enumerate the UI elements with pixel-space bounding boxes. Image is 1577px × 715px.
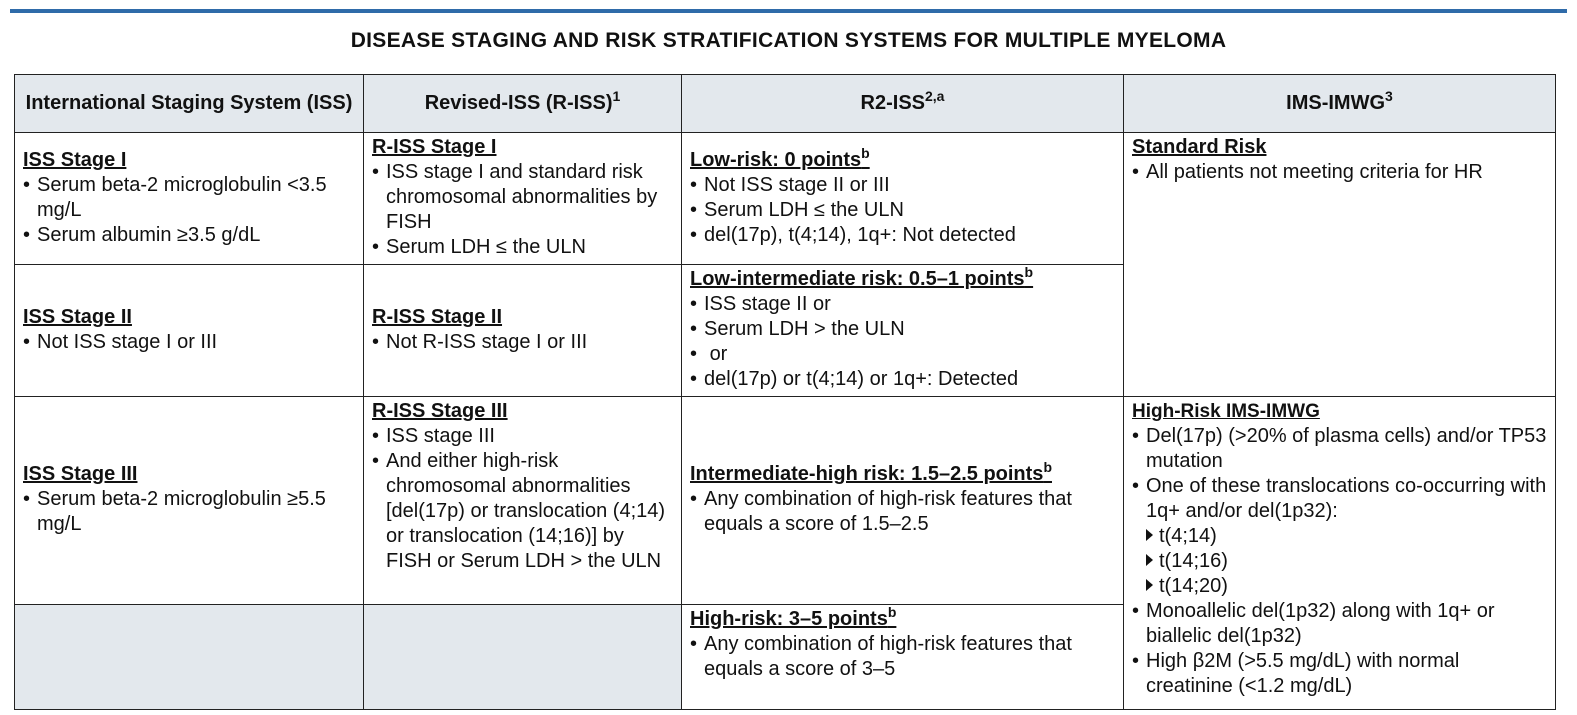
list-item: t(4;14) <box>1132 524 1547 549</box>
list-item: • And either high-risk chromosomal abnormalities [del(17p) or translocation (4;14) or translocation (14;16)] by FISH or Serum LDH > the ULN <box>372 450 666 572</box>
r2iss-inthigh-title: Intermediate-high risk: 1.5–2.5 points$^b$ <box>690 459 1052 485</box>
list-item: t(14;20) <box>1132 574 1547 599</box>
header-riss: Revised-ISS $(R-ISS)^1$ <box>364 75 682 133</box>
r2iss-low-title: Low-risk: 0 points$^b$ <box>690 144 870 171</box>
list-item: • Monoallelic del(1p32) along with 1q+ or biallelic del(1p32) <box>1132 600 1495 647</box>
iss-stage-1-title: ISS Stage I <box>23 148 127 171</box>
iss-stage-3-title: ISS Stage III <box>23 463 138 485</box>
riss-stage-2-cell <box>364 265 682 397</box>
header-row <box>15 75 1556 133</box>
list-item: • Serum beta-2 microglobulin ≥5.5 mg/L <box>23 488 326 535</box>
r2iss-inthigh-cell <box>682 397 1124 605</box>
table-row <box>15 397 1556 605</box>
triangle-bullet-icon <box>1146 529 1153 541</box>
list-item: • One of these translocations co-occurring with 1q+ and/or del(1p32): <box>1132 475 1547 522</box>
staging-table <box>14 74 1556 710</box>
list-item: • Serum LDH ≤ the ULN <box>690 198 904 221</box>
list-item: • All patients not meeting criteria for HR <box>1132 161 1483 183</box>
list-item: • ISS stage III <box>372 425 495 447</box>
empty-cell <box>364 605 682 710</box>
triangle-bullet-icon <box>1146 554 1153 566</box>
list-item: • Any combination of high-risk features that equals a score of 3–5 <box>690 633 1072 680</box>
riss-stage-1-title: R-ISS Stage I <box>372 136 497 158</box>
list-item: • del(17p), t(4;14), 1q+: Not detected <box>690 223 1016 246</box>
r2iss-high-title: High-risk: 3–5 points$^b$ <box>690 604 897 630</box>
empty-cell <box>15 605 364 710</box>
r2iss-low-cell <box>682 133 1124 265</box>
header-r2iss: R2-ISS$^{2,a}$ <box>682 75 1124 133</box>
page-title: DISEASE STAGING AND RISK STRATIFICATION SYSTEMS FOR MULTIPLE MYELOMA <box>350 29 1227 52</box>
list-item: • or <box>690 343 728 365</box>
riss-stage-3-cell <box>364 397 682 605</box>
list-item: • Serum LDH > the ULN <box>690 318 905 340</box>
list-item: • Del(17p) (>20% of plasma cells) and/or TP53 mutation <box>1132 425 1547 472</box>
list-item: • Serum albumin ≥3.5 g/dL <box>23 223 261 246</box>
list-item: • Not ISS stage II or III <box>690 173 890 196</box>
riss-stage-3-title: R-ISS Stage III <box>372 400 508 422</box>
header-imwg: IMS-IMWG$^3$ <box>1124 75 1556 133</box>
r2iss-lowint-cell <box>682 265 1124 397</box>
list-item: • ISS stage I and standard risk chromosomal abnormalities by FISH <box>372 161 658 233</box>
list-item: • ISS stage II or <box>690 293 831 315</box>
list-item: • Not R-ISS stage I or III <box>372 330 588 353</box>
r2iss-high-cell <box>682 605 1124 710</box>
imwg-standard-cell <box>1124 133 1556 397</box>
header-iss: International Staging System (ISS) <box>15 75 364 133</box>
iss-stage-2-cell <box>15 265 364 397</box>
table-row <box>15 133 1556 265</box>
r2iss-lowint-title: Low-intermediate risk: 0.5–1 points$^b$ <box>690 264 1034 290</box>
list-item: • Serum beta-2 microglobulin <3.5 mg/L <box>23 173 327 221</box>
list-item: • Any combination of high-risk features that equals a score of 1.5–2.5 <box>690 488 1072 535</box>
iss-stage-3-cell <box>15 397 364 605</box>
list-item: t(14;16) <box>1132 549 1547 574</box>
iss-stage-2-title: ISS Stage II <box>23 305 132 328</box>
top-rule <box>10 9 1567 13</box>
triangle-bullet-icon <box>1146 579 1153 591</box>
riss-stage-2-title: R-ISS Stage II <box>372 305 503 328</box>
imwg-standard-title: Standard Risk <box>1132 136 1267 158</box>
imwg-high-title: High-Risk IMS-IMWG <box>1132 401 1320 422</box>
iss-stage-1-cell <box>15 133 364 265</box>
list-item: • Serum LDH ≤ the ULN <box>372 236 586 258</box>
list-item: • Not ISS stage I or III <box>23 330 218 353</box>
riss-stage-1-cell <box>364 133 682 265</box>
list-item: • High β2M (>5.5 mg/dL) with normal creatinine (<1.2 mg/dL) <box>1132 650 1460 697</box>
imwg-high-cell <box>1124 397 1556 710</box>
list-item: • del(17p) or t(4;14) or 1q+: Detected <box>690 368 1019 390</box>
